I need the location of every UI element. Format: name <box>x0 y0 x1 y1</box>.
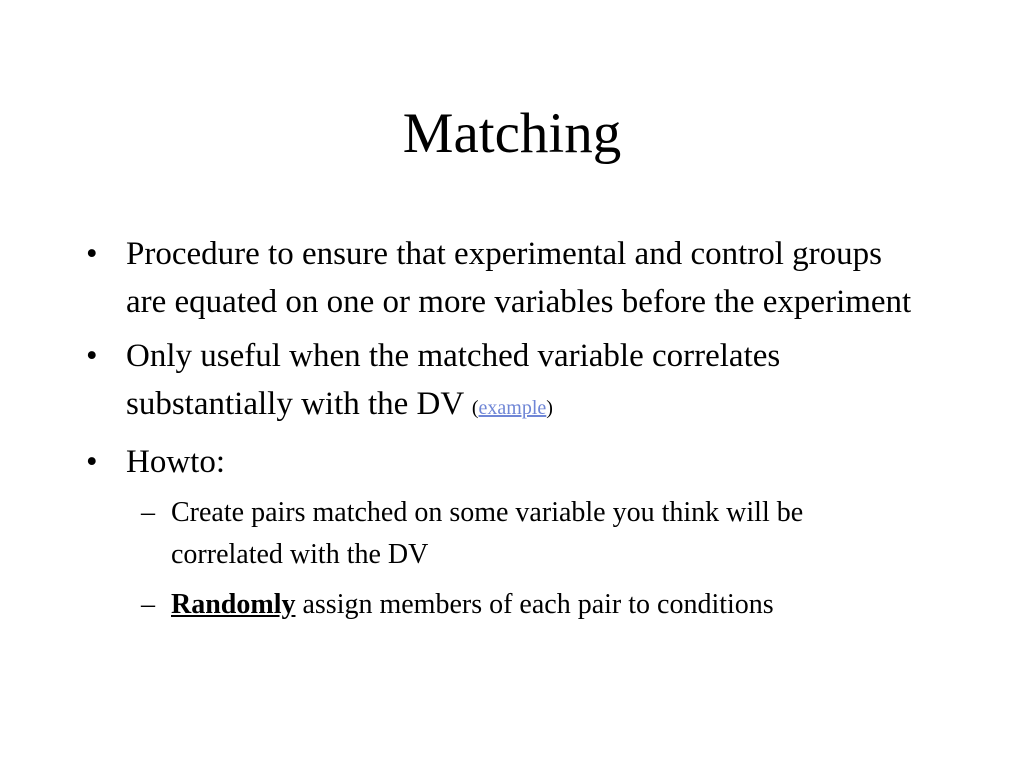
bullet-mark: • <box>86 444 98 480</box>
bullet-item <box>0 438 926 486</box>
example-link[interactable]: example <box>478 397 547 419</box>
subbullet-text: Create pairs matched on some variable you think will be correlated with the DV <box>171 497 804 570</box>
bullet-mark: • <box>86 338 98 374</box>
dash-mark: – <box>141 589 155 620</box>
paren-close: ) <box>546 397 553 419</box>
example-reference <box>472 397 553 419</box>
bullet-text: Howto: <box>126 444 225 480</box>
paren-open: ( <box>471 397 479 419</box>
bullet-text: Procedure to ensure that experimental and control groups are equated on one or more variables before the experiment <box>126 236 912 320</box>
dash-mark: – <box>141 497 155 528</box>
bullet-item <box>0 332 926 432</box>
slide-title: Matching <box>402 102 622 165</box>
subbullet-text: assign members of each pair to conditions <box>295 589 774 620</box>
bullet-text: Only useful when the matched variable correlates substantially with the DV <box>126 338 781 422</box>
bullet-item <box>0 230 926 326</box>
subbullet-item <box>0 492 911 576</box>
emphasis-text: Randomly <box>171 589 296 620</box>
bullet-list <box>0 230 1024 634</box>
subbullet-item <box>0 584 911 626</box>
bullet-mark: • <box>86 236 98 272</box>
